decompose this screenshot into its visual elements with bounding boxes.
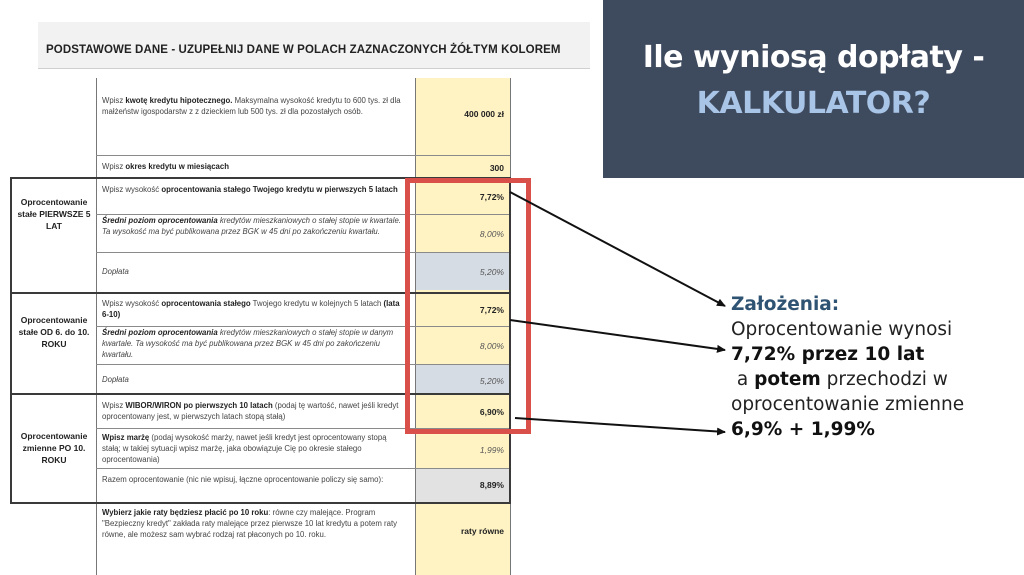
group1-label: Oprocentowanie stałe PIERWSZE 5 LAT bbox=[17, 197, 91, 231]
group2-row1-value[interactable]: 7,72% bbox=[479, 305, 504, 315]
group1-row3-value: 5,20% bbox=[479, 267, 504, 277]
raty-value[interactable]: raty równe bbox=[461, 526, 504, 536]
group2-label: Oprocentowanie stałe OD 6. do 10. ROKU bbox=[18, 315, 90, 349]
raty-description: Wybierz jakie raty będziesz płacić po 10 roku: równe czy malejące. Program "Bezpieczny kredyt" zakłada raty malejące przez pierwsze 10 lat kredytu a potem raty równe, ale możesz sam wybrać rodzaj rat płaconych po 10. roku. bbox=[102, 508, 398, 539]
kwota-value[interactable]: 400 000 zł bbox=[464, 109, 504, 119]
okres-value[interactable]: 300 bbox=[489, 163, 504, 173]
group3-row2-description: Wpisz marżę (podaj wysokość marży, nawet jeśli kredyt jest oprocentowany stopą stałą; w takiej sytuacji wpisz marżę, jaka obowiązuje Cię po okresie stałego oprocentowania) bbox=[102, 433, 387, 464]
assumptions-line4: oprocentowanie zmienne bbox=[731, 394, 965, 415]
group1-row2-description: Średni poziom oprocentowania kredytów mieszkaniowych o stałej stopie w kwartale. Ta wysokość ma być publikowana przez BGK w 45 dni po zakończeniu kwartału. bbox=[102, 216, 401, 236]
group2-row1-description: Wpisz wysokość oprocentowania stałego Twojego kredytu w kolejnych 5 latach (lata 6-10) bbox=[102, 299, 400, 319]
group1-row3-label: Dopłata bbox=[102, 267, 129, 276]
group2-row2-description: Średni poziom oprocentowania kredytów mieszkaniowych o stałej stopie w danym kwartale. Ta wysokość ma być publikowana przez BGK w 45 dni po zakończeniu kwartału. bbox=[102, 328, 394, 359]
group1-row1-value[interactable]: 7,72% bbox=[479, 192, 504, 202]
assumptions-line5: 6,9% + 1,99% bbox=[731, 419, 875, 440]
arrow-2 bbox=[510, 320, 725, 350]
group3-row1-description: Wpisz WIBOR/WIRON po pierwszych 10 latach (podaj tę wartość, nawet jeśli kredyt oprocentowany jest, w pierwszych latach stopą stałą) bbox=[102, 401, 399, 421]
assumptions-line3: a potem przechodzi w bbox=[731, 369, 948, 390]
assumptions-heading: Założenia: bbox=[731, 294, 840, 315]
assumptions-line1: Oprocentowanie wynosi bbox=[731, 319, 953, 340]
group2-row3-label: Dopłata bbox=[102, 375, 129, 384]
okres-description: Wpisz okres kredytu w miesiącach bbox=[102, 162, 229, 171]
group2-row2-value: 8,00% bbox=[479, 341, 504, 351]
group3-row3-label: Razem oprocentowanie (nic nie wpisuj, łączne oprocentowanie policzy się samo): bbox=[102, 475, 384, 484]
arrow-1 bbox=[510, 192, 725, 306]
group2-row3-value: 5,20% bbox=[479, 376, 504, 386]
arrow-3 bbox=[515, 418, 725, 432]
group3-row1-value[interactable]: 6,90% bbox=[479, 407, 504, 417]
group3-label: Oprocentowanie zmienne PO 10. ROKU bbox=[20, 431, 88, 465]
sheet-header: PODSTAWOWE DANE - UZUPEŁNIJ DANE W POLACH ZAZNACZONYCH ŻÓŁTYM KOLOREM bbox=[46, 44, 561, 56]
banner-title-line2: KALKULATOR? bbox=[696, 86, 931, 121]
group1-row1-description: Wpisz wysokość oprocentowania stałego Twojego kredytu w pierwszych 5 latach bbox=[102, 185, 398, 194]
group1-row2-value: 8,00% bbox=[479, 229, 504, 239]
assumptions-line2: 7,72% przez 10 lat bbox=[731, 344, 925, 365]
banner-title-line1: Ile wyniosą dopłaty - bbox=[642, 40, 985, 75]
group3-row3-value: 8,89% bbox=[479, 480, 504, 490]
group3-row2-value[interactable]: 1,99% bbox=[479, 445, 504, 455]
kwota-description: Wpisz kwotę kredytu hipotecznego. Maksymalna wysokość kredytu to 600 tys. zł dla małżeństw igospodarstw z z dzieckiem lub 500 tys. zł dla pozostałych osób. bbox=[102, 96, 401, 116]
